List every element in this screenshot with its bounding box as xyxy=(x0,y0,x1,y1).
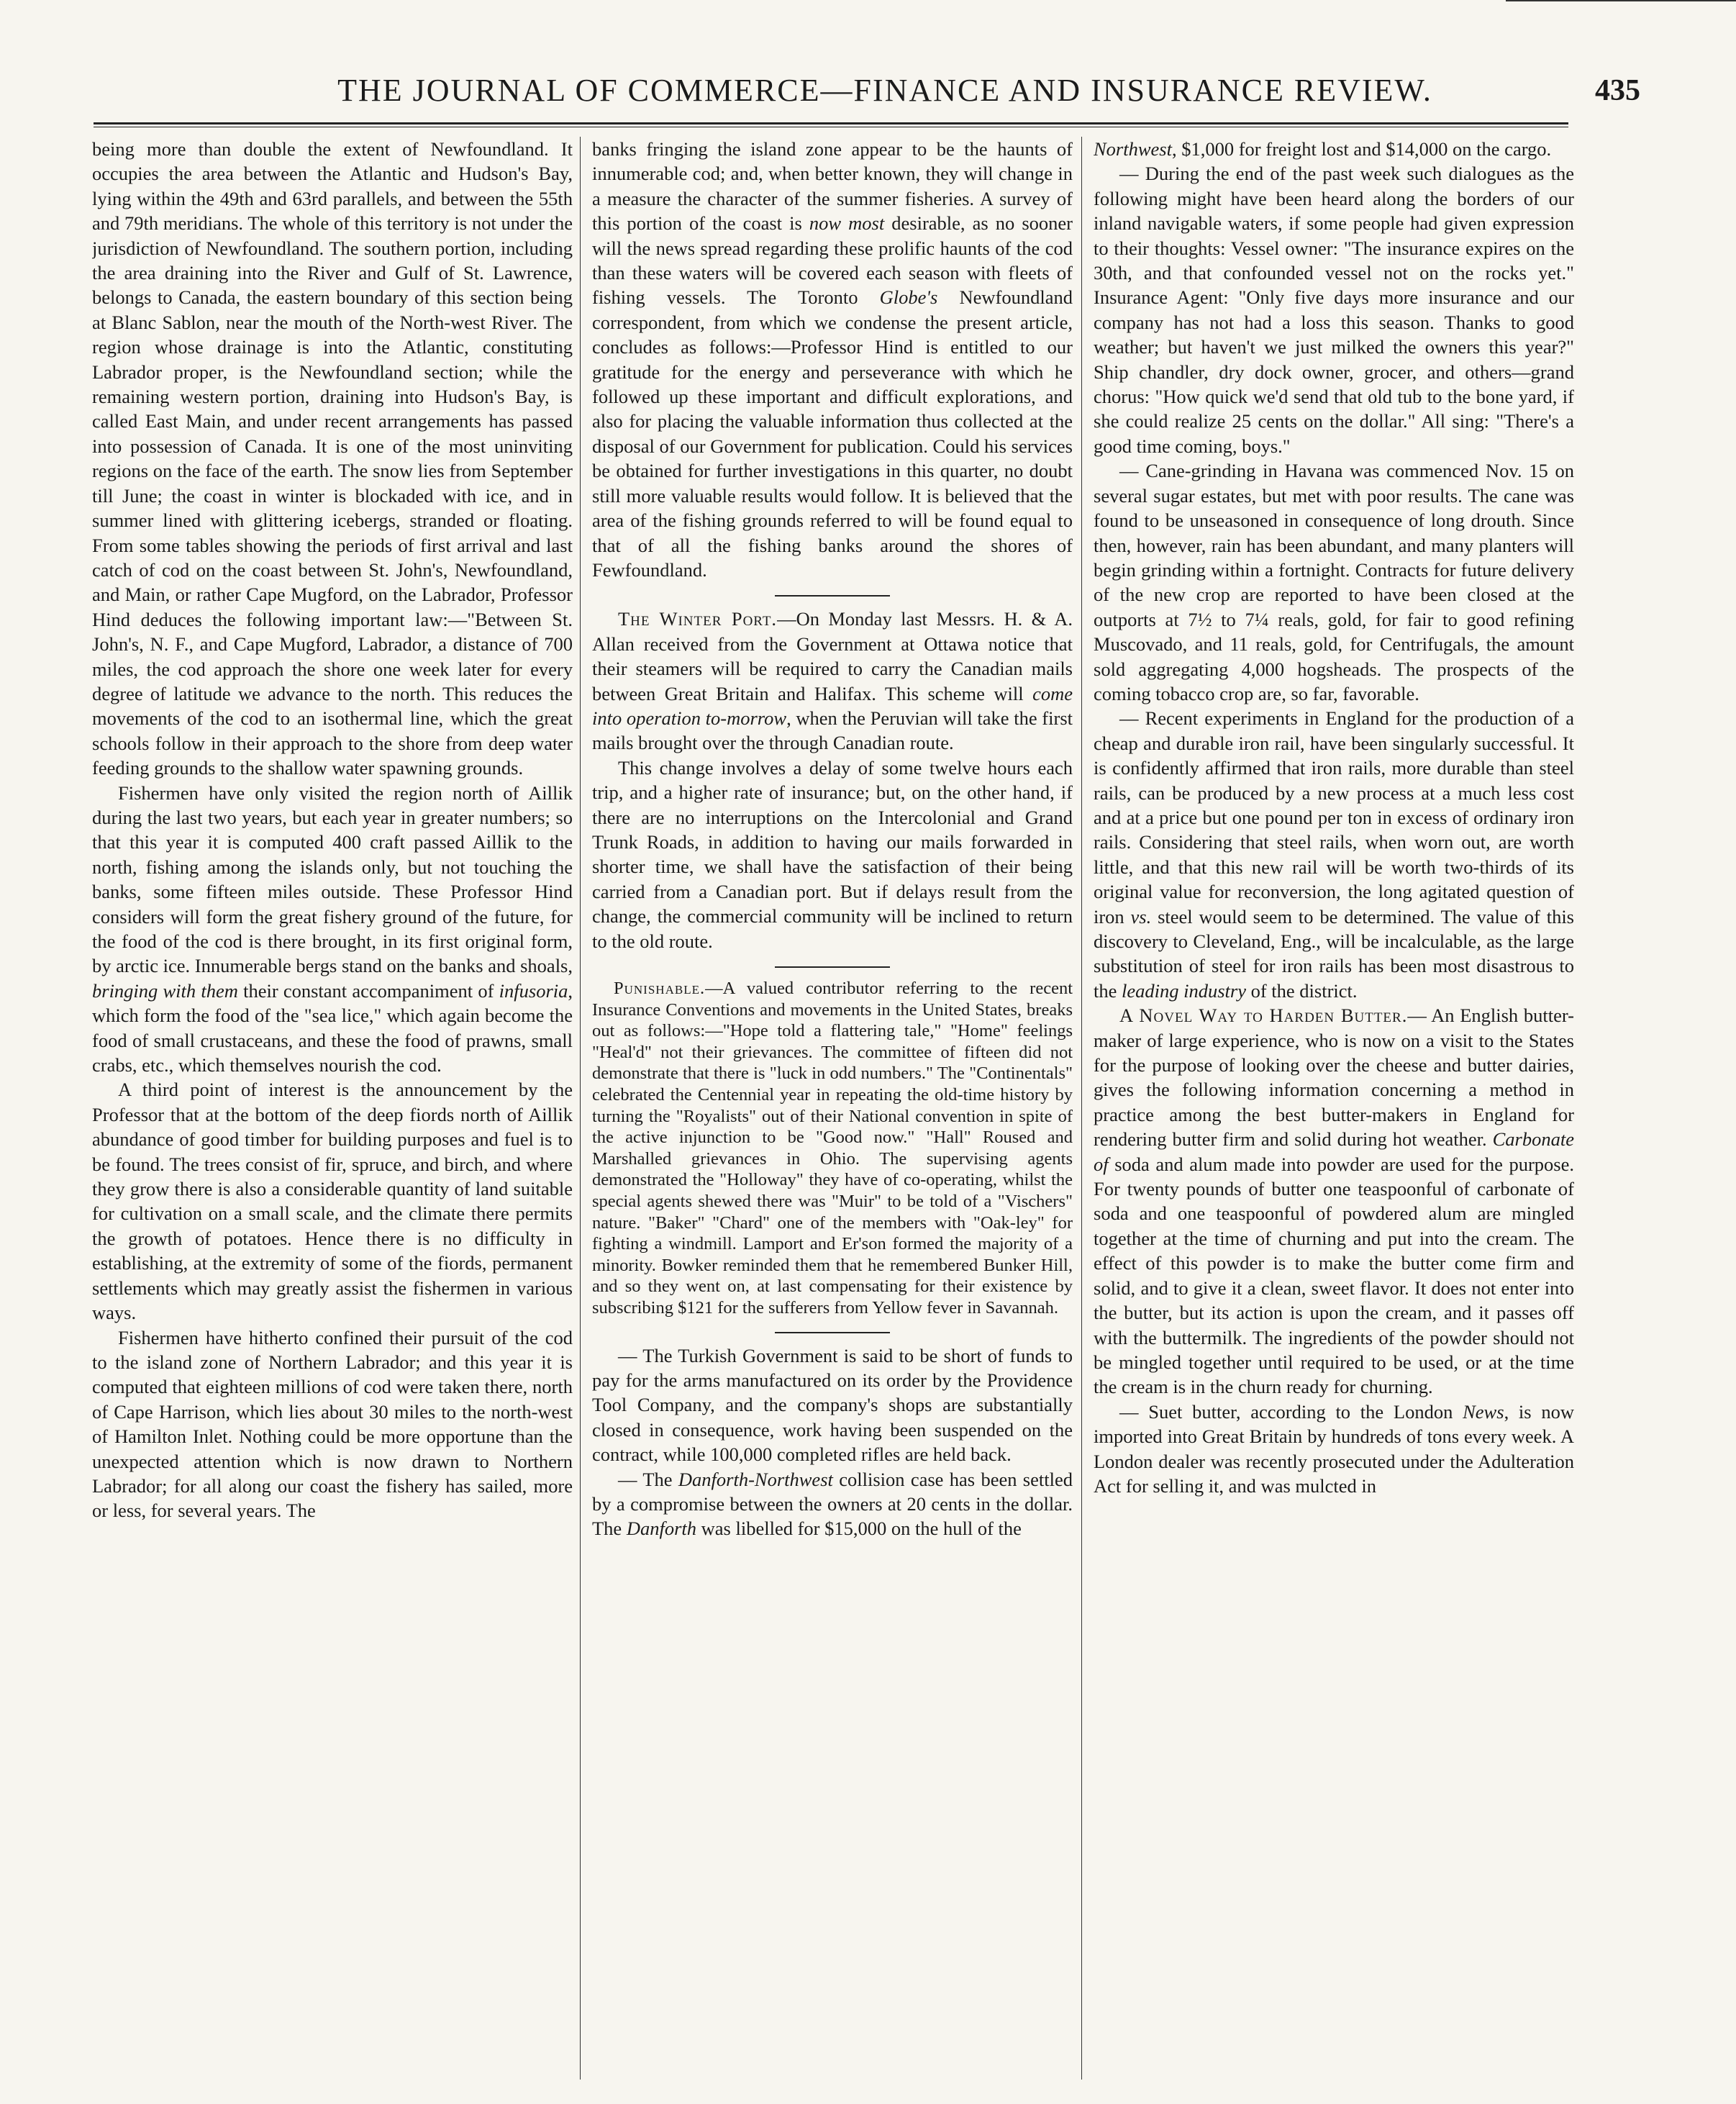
paragraph: — During the end of the past week such dialogues as the following might have been heard along the borders of our inland navigable waters, if some people had given expression to their thoughts: Vessel owner: "The insurance expires on the 30th, and that confounded vessel not on the rocks yet." Insurance Agent: "Only five days more insurance and our company has not had a loss this season. Thanks to good weather; but haven't we just milked the owners this year?" Ship chandler, dry dock owner, grocer, and others—grand chorus: "How quick we'd send that old tub to the bone yard, if she could realize 25 cents on the dollar." All sing: "There's a good time coming, boys." xyxy=(1094,163,1574,457)
section-heading: Punishable. xyxy=(614,979,706,998)
paragraph: Northwest, $1,000 for freight lost and $14,000 on the cargo. xyxy=(1094,138,1552,160)
page-number: 435 xyxy=(1595,74,1640,107)
journal-title: THE JOURNAL OF COMMERCE—FINANCE AND INSURANCE REVIEW. xyxy=(337,73,1432,108)
section-heading: A Novel Way to Harden Butter. xyxy=(1119,1005,1408,1027)
column-2 xyxy=(592,137,1073,2080)
article-columns xyxy=(92,137,1574,2080)
section-rule xyxy=(775,1332,890,1333)
section-rule xyxy=(775,966,890,968)
corner-rule xyxy=(1506,0,1736,1)
header-rule xyxy=(94,122,1568,127)
paragraph: — The Danforth-Northwest collision case has been settled by a compromise between the owners at 20 cents in the dollar. The Danforth was libelled for $15,000 on the hull of the xyxy=(592,1468,1073,1540)
paragraph: — The Turkish Government is said to be short of funds to pay for the arms manufactured on its order by the Providence Tool Company, and the company's shops are substantially closed in consequence, work having been suspended on the contract, while 100,000 completed rifles are held back. xyxy=(592,1344,1073,1466)
section-heading: The Winter Port. xyxy=(618,608,778,630)
column-1 xyxy=(92,137,573,2080)
paragraph: A third point of interest is the announcement by the Professor that at the bottom of the deep fiords north of Aillik abundance of good timber for building purposes and fuel is to be found. The trees consist of fir, spruce, and birch, and where they grow there is also a considerable quantity of land suitable for cultivation on a small scale, and the climate there permits the growth of potatoes. Hence there is no difficulty in establishing, at the extremity of some of the fiords, permanent settlements which may greatly assist the fishermen in various ways. xyxy=(92,1079,573,1324)
page-header xyxy=(94,72,1655,122)
paragraph: Fishermen have only visited the region north of Aillik during the last two years, but each year in greater numbers; so that this year it is computed 400 craft passed Aillik to the north, fishing among the islands only, but not touching the banks, some fifteen miles outside. These Professor Hind considers will form the great fishery ground of the future, for the food of the cod is there brought, in its first original form, by arctic ice. Innumerable bergs stand on the banks and shoals, bringing with them their constant accompaniment of infusoria, which form the food of the "sea lice," which again become the food of small crustaceans, and these the food of prawns, small crabs, etc., which themselves nourish the cod. xyxy=(92,781,573,1076)
winter-port-article: The Winter Port.—On Monday last Messrs. H. & A. Allan received from the Government at Ottawa notice that their steamers will be required to carry the Canadian mails between Great Britain and Halifax. This scheme will come into operation to-morrow, when the Peruvian will take the first mails brought over the through Canadian route. xyxy=(592,608,1073,754)
paragraph: — Recent experiments in England for the production of a cheap and durable iron rail, have been singularly successful. It is confidently affirmed that iron rails, more durable than steel rails, can be produced by a new process at a much less cost and at a price but one pound per ton in excess of ordinary iron rails. Considering that steel rails, when worn out, are worth little, and that this new rail will be worth two-thirds of its original value for reconversion, the long agitated question of iron vs. steel would seem to be determined. The value of this discovery to Cleveland, Eng., will be incalculable, as the large substitution of steel for iron rails has been most disastrous to the leading industry of the district. xyxy=(1094,707,1574,1002)
punishable-article: Punishable.—A valued contributor referring to the recent Insurance Conventions and movements in the United States, breaks out as follows:—"Hope told a flattering tale," "Home" feelings "Heal'd" not their grievances. The committee of fifteen did not demonstrate that there is "luck in odd numbers." The "Continentals" celebrated the Centennial year in repeating the old-time history by turning the "Royalists" out of their National convention in spite of the active injunction to be "Good now." "Hall" Roused and Marshalled grievances in Ohio. The supervising agents demonstrated the "Holloway" they have of co-operating, whilst the special agents shewed there was "Muir" to be told of a "Vischers" nature. "Baker" "Chard" one of the members with "Oak-ley" for fighting a windmill. Lamport and Er'son formed the majority of a minority. Bowker reminded them that he remembered Bunker Hill, and so they went on, at last compensating for their existence by subscribing $121 for the sufferers from Yellow fever in Savannah. xyxy=(592,979,1073,1318)
paragraph: being more than double the extent of Newfoundland. It occupies the area between the Atlantic and Hudson's Bay, lying within the 49th and 63rd parallels, and between the 55th and 79th meridians. The whole of this territory is not under the jurisdiction of Newfoundland. The southern portion, including the area draining into the River and Gulf of St. Lawrence, belongs to Canada, the eastern boundary of this section being at Blanc Sablon, near the mouth of the North-west River. The region whose drainage is into the Atlantic, constituting Labrador proper, is the Newfoundland section; while the remaining western portion, draining into Hudson's Bay, is called East Main, and under recent arrangements has passed into possession of Canada. It is one of the most uninviting regions on the face of the earth. The snow lies from September till June; the coast in winter is blockaded with ice, and in summer lined with glittering icebergs, stranded or floating. From some tables showing the periods of first arrival and last catch of cod on the coast between St. John's, Newfoundland, and Main, or rather Cape Mugford, on the Labrador, Professor Hind deduces the following important law:—"Between St. John's, N. F., and Cape Mugford, Labrador, a distance of 700 miles, the cod approach the shore one week later for every degree of latitude we advance to the north. This reduces the movements of the cod to an isothermal line, which the great schools follow in their approach to the shore from deep water feeding grounds to the shallow water spawning grounds. xyxy=(92,138,573,779)
section-rule xyxy=(775,595,890,597)
paragraph: Fishermen have hitherto confined their pursuit of the cod to the island zone of Northern Labrador; and this year it is computed that eighteen millions of cod were taken there, north of Cape Harrison, which lies about 30 miles to the north-west of Hamilton Inlet. Nothing could be more opportune than the unexpected attention which is now drawn to Northern Labrador; for all along our coast the fishery has sailed, more or less, for several years. The xyxy=(92,1326,573,1522)
column-3 xyxy=(1094,137,1574,2080)
paragraph: banks fringing the island zone appear to be the haunts of innumerable cod; and, when better known, they will change in a measure the character of the summer fisheries. A survey of this portion of the coast is now most desirable, as no sooner will the news spread regarding these prolific haunts of the cod than these waters will be covered each season with fleets of fishing vessels. The Toronto Globe's Newfoundland correspondent, from which we condense the present article, concludes as follows:—Professor Hind is entitled to our gratitude for the energy and perseverance with which he followed up these important and difficult explorations, and also for placing the valuable information thus collected at the disposal of our Government for publication. Could his services be obtained for further investigations in this quarter, no doubt still more valuable results would follow. It is believed that the area of the fishing grounds referred to will be found equal to that of all the fishing banks around the shores of Fewfoundland. xyxy=(592,138,1073,581)
paragraph: — Suet butter, according to the London News, is now imported into Great Britain by hundreds of tons every week. A London dealer was recently prosecuted under the Adulteration Act for selling it, and was mulcted in xyxy=(1094,1400,1574,1497)
butter-article: A Novel Way to Harden Butter.— An English butter-maker of large experience, who is now on a visit to the States for the purpose of looking over the cheese and butter dairies, gives the following information concerning a method in practice among the best butter-makers in England for rendering butter firm and solid during hot weather. Carbonate of soda and alum made into powder are used for the purpose. For twenty pounds of butter one teaspoonful of carbonate of soda and one teaspoonful of powdered alum are mingled together at the time of churning and put into the cream. The effect of this powder is to make the butter come firm and solid, and to give it a clean, sweet flavor. It does not enter into the butter, but its action is upon the cream, and it passes off with the buttermilk. The ingredients of the powder should not be mingled together until required to be used, or at the time the cream is in the churn ready for churning. xyxy=(1094,1005,1574,1398)
paragraph: This change involves a delay of some twelve hours each trip, and a higher rate of insurance; but, on the other hand, if there are no interruptions on the Intercolonial and Grand Trunk Roads, in addition to having our mails forwarded in shorter time, we shall have the satisfaction of their being carried from a Canadian port. But if delays result from the change, the commercial community will be inclined to return to the old route. xyxy=(592,756,1073,952)
paragraph: — Cane-grinding in Havana was commenced Nov. 15 on several sugar estates, but met with poor results. The cane was found to be unseasoned in consequence of long drouth. Since then, however, rain has been abundant, and many planters will begin grinding within a fortnight. Contracts for future delivery of the new crop are reported to have been closed at the outports at 7½ to 7¼ reals, gold, for fair to good refining Muscovado, and 11 reals, gold, for Centrifugals, the amount sold aggregating 4,000 hogsheads. The prospects of the coming tobacco crop are, so far, favorable. xyxy=(1094,460,1574,704)
